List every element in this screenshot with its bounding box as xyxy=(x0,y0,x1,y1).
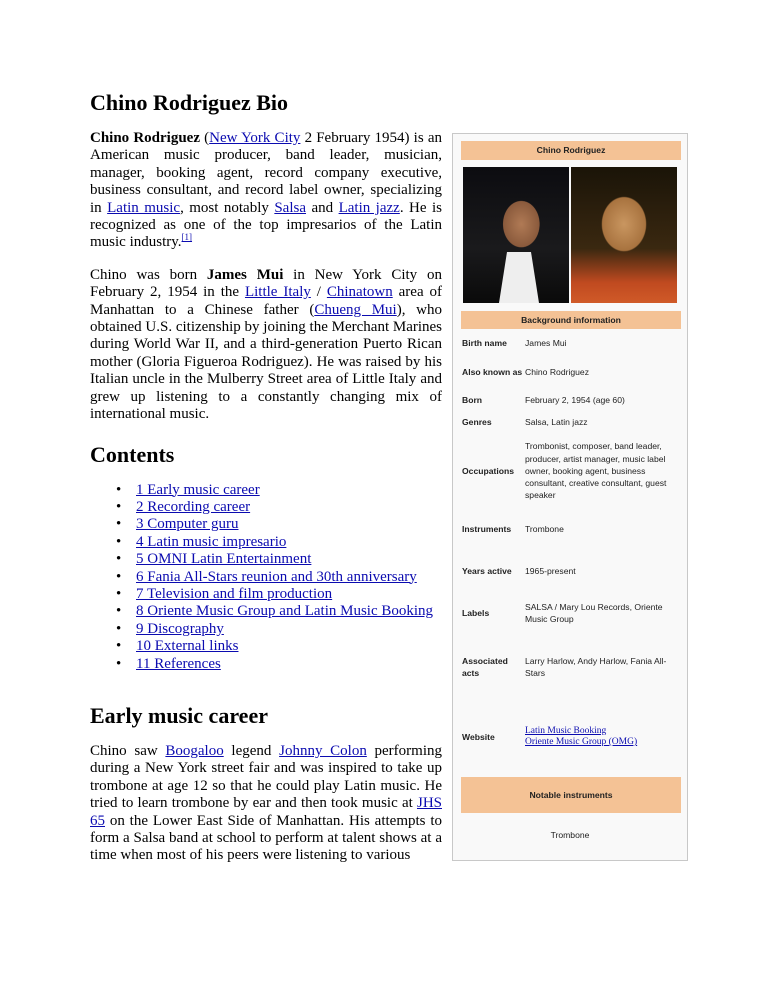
toc-link[interactable]: 9 Discography xyxy=(136,620,224,637)
toc-link[interactable]: 4 Latin music impresario xyxy=(136,533,287,550)
background-info-header: Background information xyxy=(461,311,681,329)
infobox-label: Also known as xyxy=(462,367,523,377)
toc-link[interactable]: 8 Oriente Music Group and Latin Music Booking xyxy=(136,603,434,620)
paragraph: Chino Rodriguez (New York City 2 February 1954) is an American music producer, band leader, musician, manager, booking agent, record company executive, business consultant, and record label owner, specializing in Latin music, most notably Salsa and Latin jazz. He is recognized as one of the top impresarios of the Latin music industry.[1] xyxy=(90,130,442,251)
infobox-value xyxy=(525,726,682,748)
infobox-row xyxy=(462,699,682,775)
website-link[interactable]: Latin Music Booking xyxy=(525,726,607,736)
toc-item xyxy=(116,585,442,603)
infobox-label: Born xyxy=(462,395,483,405)
infobox-row xyxy=(462,552,682,590)
infobox-row xyxy=(462,592,682,634)
toc-link[interactable]: 5 OMNI Latin Entertainment xyxy=(136,551,312,568)
toc-item xyxy=(116,603,442,620)
intro-section xyxy=(90,130,442,424)
infobox-title: Chino Rodriguez xyxy=(461,141,681,160)
bullet-icon: • xyxy=(116,568,122,585)
infobox-label: Birth name xyxy=(462,338,507,348)
infobox-row xyxy=(462,413,682,431)
link-jhs-65[interactable]: JHS 65 xyxy=(90,795,442,829)
link-little-italy[interactable]: Little Italy xyxy=(244,284,311,301)
link-latin-music[interactable]: Latin music xyxy=(107,199,181,216)
infobox-label: Occupations xyxy=(462,466,515,476)
toc-link[interactable]: 2 Recording career xyxy=(136,498,251,515)
infobox-label: Labels xyxy=(462,608,490,618)
link-boogaloo[interactable]: Boogaloo xyxy=(165,742,224,759)
toc-item xyxy=(116,620,442,638)
bullet-icon: • xyxy=(116,533,122,550)
infobox-value: SALSA / Mary Lou Records, Oriente Music Group xyxy=(525,601,663,624)
infobox-label: Associated acts xyxy=(462,656,508,678)
infobox-row xyxy=(462,639,682,695)
photo-right xyxy=(571,167,677,303)
toc-item xyxy=(116,498,442,516)
citation[interactable] xyxy=(182,232,193,242)
infobox xyxy=(452,133,688,861)
infobox-row xyxy=(462,434,682,508)
article-body xyxy=(90,88,442,880)
paragraph: Chino was born James Mui in New York City on February 2, 1954 in the Little Italy / Chinatown area of Manhattan to a Chinese father (Chueng Mui), who obtained U.S. citizenship by joining the Merchant Marines during World War II, and a third-generation Puerto Rican mother (Gloria Figueroa Rodriguez). He was raised by his Italian uncle in the Mulberry Street area of Little Italy and grew up listening to a constantly changing mix of international music. xyxy=(90,266,443,423)
infobox-value: Salsa, Latin jazz xyxy=(525,416,588,427)
early-career-section xyxy=(90,743,442,865)
table-of-contents xyxy=(90,482,442,673)
link-latin-jazz[interactable]: Latin jazz xyxy=(338,199,400,216)
infobox-value: Chino Rodriguez xyxy=(525,366,590,377)
infobox-label: Genres xyxy=(462,417,492,427)
toc-link[interactable]: 10 External links xyxy=(136,638,239,655)
toc-link[interactable]: 7 Television and film production xyxy=(136,585,333,602)
infobox-value: Trombonist, composer, band leader, producer, artist manager, music label owner, booking agent, business consultant, creative consultant, guest speaker xyxy=(525,441,667,501)
infobox-value: James Mui xyxy=(525,337,567,348)
bullet-icon: • xyxy=(116,481,122,498)
infobox-value: Larry Harlow, Andy Harlow, Fania All-Stars xyxy=(525,655,667,678)
toc-item xyxy=(116,533,442,551)
bullet-icon: • xyxy=(116,638,122,655)
toc-item xyxy=(116,551,442,568)
toc-link[interactable]: 11 References xyxy=(136,655,221,672)
toc-link[interactable]: 1 Early music career xyxy=(136,481,260,498)
portrait-photos xyxy=(463,167,677,303)
infobox-value: February 2, 1954 (age 60) xyxy=(525,394,625,405)
toc-item xyxy=(116,516,442,533)
infobox-label: Website xyxy=(462,732,495,742)
link-new-york-city[interactable]: New York City xyxy=(209,130,301,146)
bullet-icon: • xyxy=(116,603,122,620)
toc-item xyxy=(116,655,442,673)
photo-left xyxy=(463,167,569,303)
bullet-icon: • xyxy=(116,585,122,602)
infobox-label: Instruments xyxy=(462,524,512,534)
toc-item xyxy=(116,568,442,586)
toc-link[interactable]: 3 Computer guru xyxy=(136,516,239,533)
notable-instruments-header: Notable instruments xyxy=(461,777,681,813)
bold-text: Chino Rodriguez xyxy=(90,130,200,146)
website-link[interactable]: Oriente Music Group (OMG) xyxy=(525,737,638,747)
link-chinatown[interactable]: Chinatown xyxy=(326,284,393,301)
citation-link[interactable]: [1] xyxy=(181,232,193,243)
link-chueng-mui[interactable]: Chueng Mui xyxy=(314,301,397,318)
paragraph: Chino saw Boogaloo legend Johnny Colon performing during a New York street fair and was inspired to take up trombone at age 12 so that he could play Latin music. He tried to learn trombone by ear and then took music at JHS 65 on the Lower East Side of Manhattan. His attempts to form a Salsa band at school to perform at talent shows at a time when most of his peers were listening to various xyxy=(90,742,443,864)
early-career-heading: Early music career xyxy=(90,702,268,728)
toc-item xyxy=(116,638,442,655)
bullet-icon: • xyxy=(116,620,122,637)
page-title: Chino Rodriguez Bio xyxy=(90,90,289,115)
toc-link[interactable]: 6 Fania All-Stars reunion and 30th anniversary xyxy=(136,568,417,585)
toc-item xyxy=(116,481,442,499)
bold-text: James Mui xyxy=(206,266,284,283)
infobox-row xyxy=(462,512,682,546)
infobox-row xyxy=(462,358,682,386)
infobox-row xyxy=(462,390,682,410)
infobox-row xyxy=(462,334,682,352)
bullet-icon: • xyxy=(116,655,122,672)
bullet-icon: • xyxy=(116,498,122,515)
link-salsa[interactable]: Salsa xyxy=(274,199,307,216)
notable-instruments-value: Trombone xyxy=(550,830,590,840)
bullet-icon: • xyxy=(116,551,122,568)
infobox-value: Trombone xyxy=(525,523,564,534)
bullet-icon: • xyxy=(116,516,122,533)
infobox-label: Years active xyxy=(462,566,512,576)
link-johnny-colon[interactable]: Johnny Colon xyxy=(279,742,367,759)
contents-heading: Contents xyxy=(90,441,175,467)
infobox-value: 1965-present xyxy=(525,565,576,576)
